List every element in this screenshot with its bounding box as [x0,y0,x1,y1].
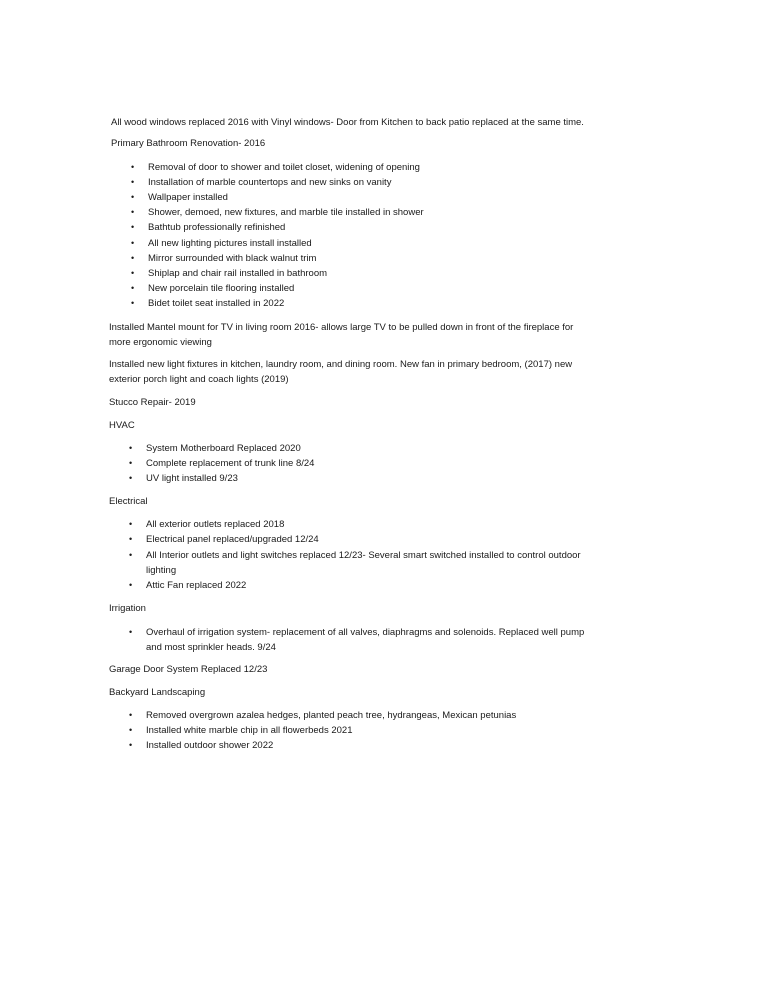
bullet-icon: • [131,222,135,232]
list-item: • System Motherboard Replaced 2020 [129,443,301,454]
list-item: • Bathtub professionally refinished [131,222,286,233]
stucco-heading: Stucco Repair- 2019 [109,397,196,408]
landscaping-heading: Backyard Landscaping [109,687,206,698]
bullet-icon: • [129,443,133,453]
hvac-heading: HVAC [109,420,135,431]
list-item: • Overhaul of irrigation system- replacement of all valves, diaphragms and solenoids. Replaced well pump and most sprinkler heads. 9/24 [129,627,585,653]
bullet-icon: • [131,268,135,278]
list-item: • UV light installed 9/23 [129,473,238,484]
list-item: • New porcelain tile flooring installed [131,283,295,294]
irrigation-heading: Irrigation [109,603,146,614]
mantel-paragraph: Installed Mantel mount for TV in living room 2016- allows large TV to be pulled down in front of the fireplace for more ergonomic viewing [109,322,574,348]
bullet-icon: • [131,192,135,202]
windows-paragraph: All wood windows replaced 2016 with Vinyl windows- Door from Kitchen to back patio replaced at the same time. [111,117,584,128]
bullet-icon: • [129,725,133,735]
bathroom-heading: Primary Bathroom Renovation- 2016 [111,138,266,149]
list-item: • Bidet toilet seat installed in 2022 [131,298,285,309]
bullet-icon: • [129,458,133,468]
bullet-icon: • [131,238,135,248]
list-item: • Mirror surrounded with black walnut trim [131,253,317,264]
bullet-icon: • [129,473,133,483]
bullet-icon: • [131,283,135,293]
bullet-icon: • [131,177,135,187]
list-item: • All Interior outlets and light switches replaced 12/23- Several smart switched installed to control outdoor lighting [129,550,581,576]
list-item: • Complete replacement of trunk line 8/24 [129,458,315,469]
bullet-icon: • [129,740,133,750]
list-item: • Removed overgrown azalea hedges, planted peach tree, hydrangeas, Mexican petunias [129,710,517,721]
garage-door-paragraph: Garage Door System Replaced 12/23 [109,664,268,675]
list-item: • Installed white marble chip in all flowerbeds 2021 [129,725,353,736]
bullet-icon: • [131,207,135,217]
bullet-icon: • [131,298,135,308]
bullet-icon: • [129,519,133,529]
list-item: • Wallpaper installed [131,192,228,203]
list-item: • Installation of marble countertops and new sinks on vanity [131,177,392,188]
list-item: • All new lighting pictures install installed [131,238,312,249]
electrical-heading: Electrical [109,496,148,507]
list-item: • Shiplap and chair rail installed in bathroom [131,268,328,279]
list-item: • Attic Fan replaced 2022 [129,580,247,591]
list-item: • Electrical panel replaced/upgraded 12/24 [129,534,319,545]
bullet-icon: • [131,253,135,263]
list-item: • All exterior outlets replaced 2018 [129,519,285,530]
bullet-icon: • [129,710,133,720]
bullet-icon: • [129,627,133,637]
light-fixtures-paragraph: Installed new light fixtures in kitchen, laundry room, and dining room. New fan in primary bedroom, (2017) new exterior porch light and coach lights (2019) [109,359,573,385]
list-item: • Removal of door to shower and toilet closet, widening of opening [131,162,420,173]
list-item: • Installed outdoor shower 2022 [129,740,274,751]
list-item: • Shower, demoed, new fixtures, and marble tile installed in shower [131,207,424,218]
bullet-icon: • [129,550,133,560]
bullet-icon: • [129,580,133,590]
bullet-icon: • [129,534,133,544]
bullet-icon: • [131,162,135,172]
